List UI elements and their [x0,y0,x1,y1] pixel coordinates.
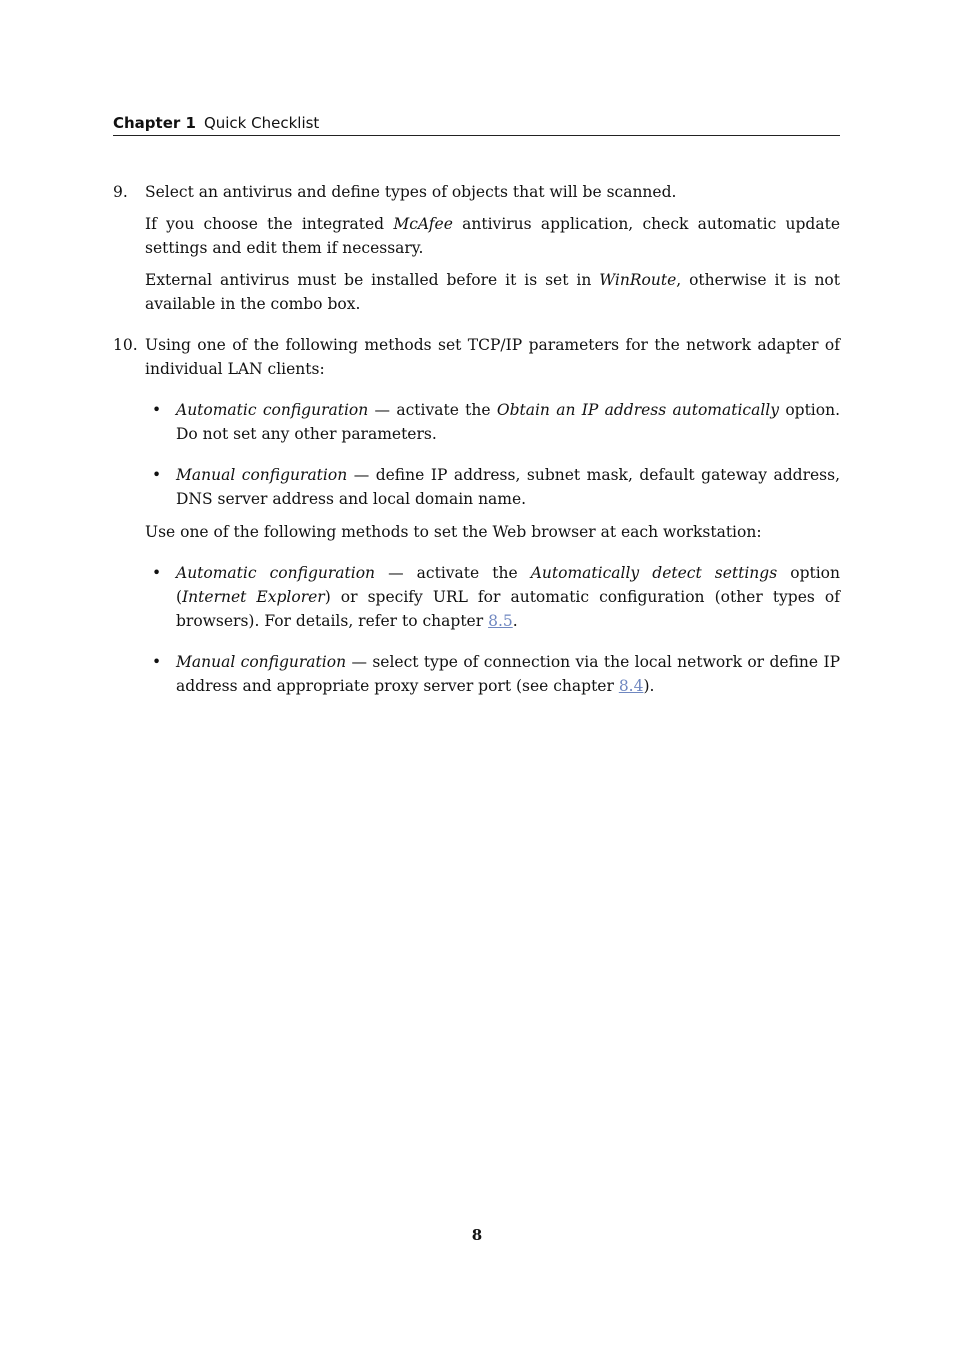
paragraph: External antivirus must be installed before it is set in WinRoute, otherwise it is not available in the combo box. [145,271,840,313]
paragraph: Select an antivirus and define types of objects that will be scanned. [145,183,677,201]
chapter-title: Quick Checklist [203,114,320,132]
bullet-icon: • [152,564,162,582]
paragraph: If you choose the integrated McAfee antivirus application, check automatic update settings and edit them if necessary. [145,215,840,257]
paragraph: Using one of the following methods set TCP/IP parameters for the network adapter of individual LAN clients: [145,336,840,378]
bullet-item: • Manual configuration — define IP address, subnet mask, default gateway address, DNS server address and local domain name. [113,463,840,511]
list-item-10 [113,333,840,381]
running-header [113,114,840,136]
bullet-icon: • [152,653,162,671]
browser-methods-list [113,561,840,698]
chapter-label: Chapter 1 [113,114,196,132]
bullet-icon: • [152,466,162,484]
chapter-link[interactable]: 8.4 [618,677,644,695]
item-number: 9. [113,183,128,201]
bullet-item: • Automatic configuration — activate the Obtain an IP address automatically option. Do not set any other parameters. [113,398,840,446]
list-item-9 [113,180,840,316]
bullet-item: • Automatic configuration — activate the Automatically detect settings option (Internet Explorer) or specify URL for automatic configuration (other types of browsers). For details, refer to chapter 8.5. [113,561,840,633]
bullet-item: • Manual configuration — select type of connection via the local network or define IP address and appropriate proxy server port (see chapter 8.4). [113,650,840,698]
tcpip-methods-list [113,398,840,511]
page-body [113,180,840,698]
item-number: 10. [113,336,138,354]
paragraph: Use one of the following methods to set the Web browser at each workstation: [145,523,762,541]
page-number: 8 [471,1226,483,1244]
bullet-icon: • [152,401,162,419]
chapter-link[interactable]: 8.5 [488,612,513,630]
